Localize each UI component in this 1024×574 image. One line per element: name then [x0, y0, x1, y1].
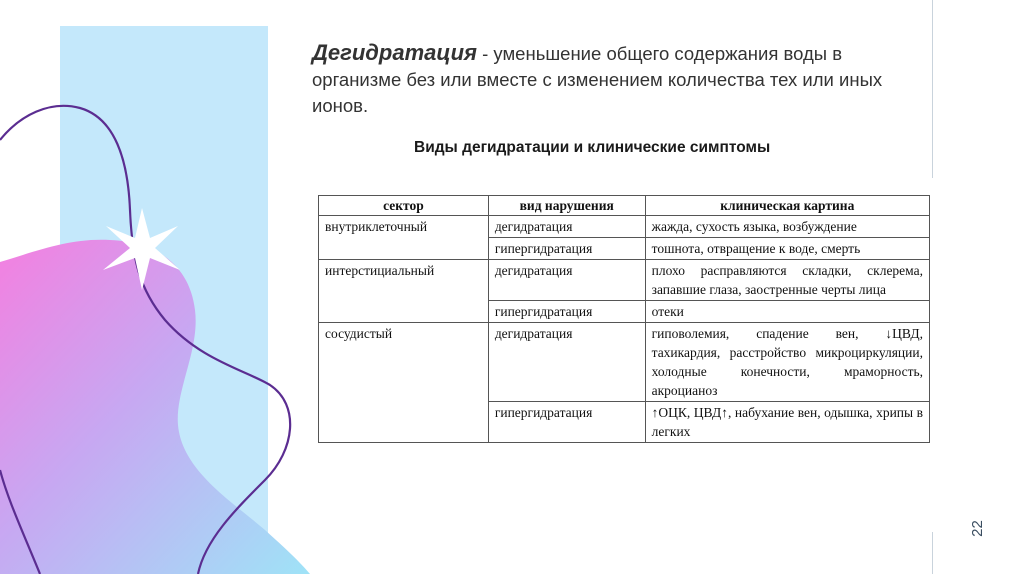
table-row — [319, 323, 930, 402]
type-cell: дегидратация — [488, 216, 645, 238]
sector-cell: внутриклеточный — [319, 216, 489, 260]
header-picture: клиническая картина — [645, 196, 929, 216]
picture-cell: тошнота, отвращение к воде, смерть — [645, 238, 929, 260]
table-row — [319, 260, 930, 301]
right-divider-top — [932, 0, 933, 178]
type-cell: дегидратация — [488, 260, 645, 301]
type-cell: гипергидратация — [488, 301, 645, 323]
type-cell: гипергидратация — [488, 238, 645, 260]
page-number: 22 — [968, 520, 986, 537]
picture-cell: отеки — [645, 301, 929, 323]
sector-cell: интерстициальный — [319, 260, 489, 323]
table-header-row — [319, 196, 930, 216]
picture-cell: гиповолемия, спадение вен, ↓ЦВД, тахикардия, расстройство микроциркуляции, холодные конечности, мраморность, акроцианоз — [645, 323, 929, 402]
table-row — [319, 216, 930, 238]
slide-title — [312, 40, 912, 119]
title-term: Дегидратация — [312, 40, 477, 65]
dehydration-table — [318, 195, 930, 443]
picture-cell: ↑ОЦК, ЦВД↑, набухание вен, одышка, хрипы в легких — [645, 402, 929, 443]
type-cell: гипергидратация — [488, 402, 645, 443]
type-cell: дегидратация — [488, 323, 645, 402]
header-sector: сектор — [319, 196, 489, 216]
picture-cell: жажда, сухость языка, возбуждение — [645, 216, 929, 238]
right-divider-bottom — [932, 532, 933, 574]
picture-cell: плохо расправляются складки, склерема, запавшие глаза, заостренные черты лица — [645, 260, 929, 301]
table-subtitle: Виды дегидратации и клинические симптомы — [414, 139, 771, 156]
title-definition: - уменьшение общего содержания воды в организме без или вместе с изменением количества тех или иных ионов. — [312, 43, 883, 116]
header-type: вид нарушения — [488, 196, 645, 216]
sector-cell: сосудистый — [319, 323, 489, 443]
